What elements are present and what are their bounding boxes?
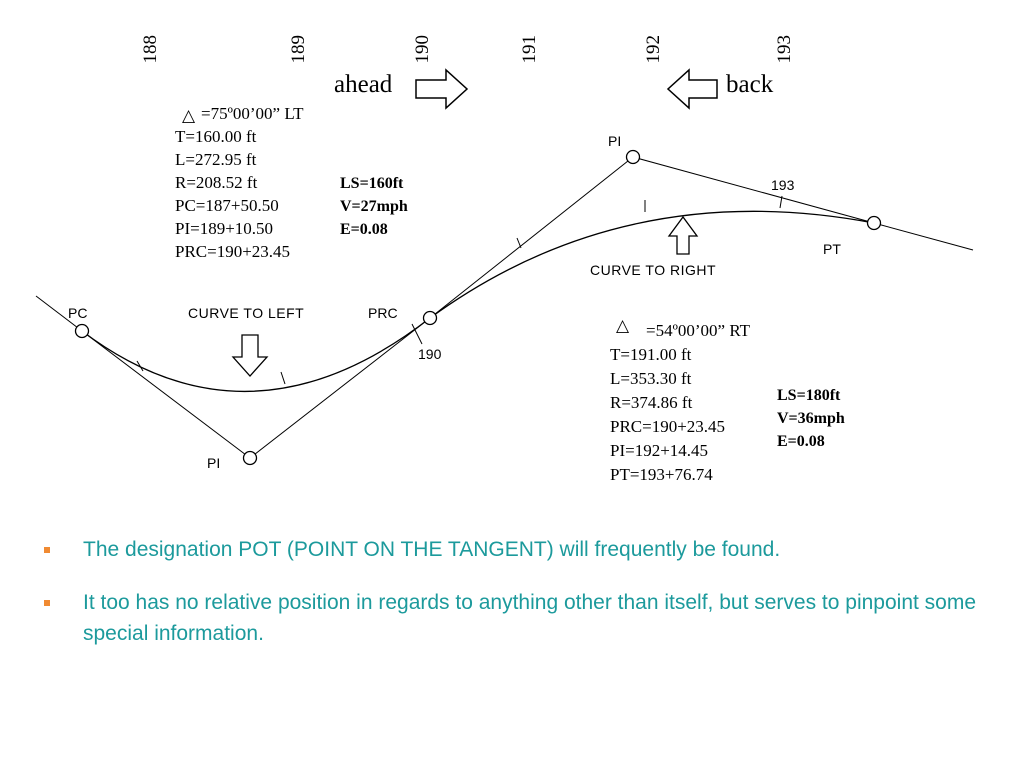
station-190-label: 190 (418, 346, 442, 362)
pi-lower-label: PI (207, 455, 221, 471)
bullet-item (44, 587, 994, 649)
arrow-right-icon (416, 70, 467, 108)
bullet-list (44, 534, 994, 671)
curve-to-right-callout: CURVE TO RIGHT (590, 262, 717, 278)
station-label: 188 (140, 35, 161, 64)
direction-ahead-label: ahead (334, 71, 393, 98)
pi-lower-point-marker (244, 452, 257, 465)
curve1-line: PRC=190+23.45 (175, 242, 291, 261)
pt-point-marker (868, 217, 881, 230)
pc-point-marker (76, 325, 89, 338)
bullet-item (44, 534, 994, 565)
arrow-down-icon (233, 335, 267, 376)
curve1-line: PI=189+10.50 (175, 219, 274, 238)
arrow-left-icon (668, 70, 717, 108)
curve1-spiral-line: LS=160ft (340, 175, 404, 192)
curve2-line: PT=193+76.74 (610, 465, 713, 484)
arrow-up-icon (669, 217, 697, 254)
bullet-text: The designation POT (POINT ON THE TANGENT) will frequently be found. (83, 538, 781, 561)
curve1-line: L=272.95 ft (175, 150, 257, 169)
curve-to-left-callout: CURVE TO LEFT (188, 305, 305, 321)
pi-upper-label: PI (608, 133, 622, 149)
station-label: 192 (643, 35, 664, 64)
curve1-line: R=208.52 ft (175, 173, 258, 192)
curve2-data-block (610, 316, 751, 484)
prc-point-marker (424, 312, 437, 325)
delta-icon: △ (616, 316, 630, 335)
curve2-spiral-line: LS=180ft (777, 387, 841, 404)
station-193-label: 193 (771, 177, 795, 193)
curve2-spiral-block (777, 387, 845, 450)
pt-label: PT (823, 241, 841, 257)
curve1-spiral-block (340, 175, 408, 238)
curve1-delta: =75º00’00” LT (201, 104, 304, 123)
station-label: 189 (288, 35, 309, 64)
bullet-text: It too has no relative position in regards to anything other than itself, but serves to pinpoint some special information. (83, 591, 977, 645)
curve1-line: PC=187+50.50 (175, 196, 279, 215)
curve1-spiral-line: E=0.08 (340, 221, 388, 238)
curve2-spiral-line: E=0.08 (777, 433, 825, 450)
square-bullet-icon (44, 547, 50, 553)
curve1-data-block (175, 104, 304, 261)
curve1-spiral-line: V=27mph (340, 198, 408, 215)
pc-label: PC (68, 305, 88, 321)
square-bullet-icon (44, 600, 50, 606)
curve2-line: T=191.00 ft (610, 345, 692, 364)
prc-label: PRC (368, 305, 398, 321)
station-label: 193 (774, 35, 795, 64)
curve2-spiral-line: V=36mph (777, 410, 845, 427)
curve2-line: R=374.86 ft (610, 393, 693, 412)
delta-icon: △ (182, 106, 196, 125)
station-labels (140, 35, 795, 64)
curve2-delta: =54º00’00” RT (646, 321, 751, 340)
curve2-line: PRC=190+23.45 (610, 417, 726, 436)
station-label: 191 (519, 35, 540, 64)
station-label: 190 (412, 35, 433, 64)
pi-upper-point-marker (627, 151, 640, 164)
curve2-line: PI=192+14.45 (610, 441, 709, 460)
curve1-line: T=160.00 ft (175, 127, 257, 146)
direction-back-label: back (726, 71, 774, 98)
curve2-line: L=353.30 ft (610, 369, 692, 388)
